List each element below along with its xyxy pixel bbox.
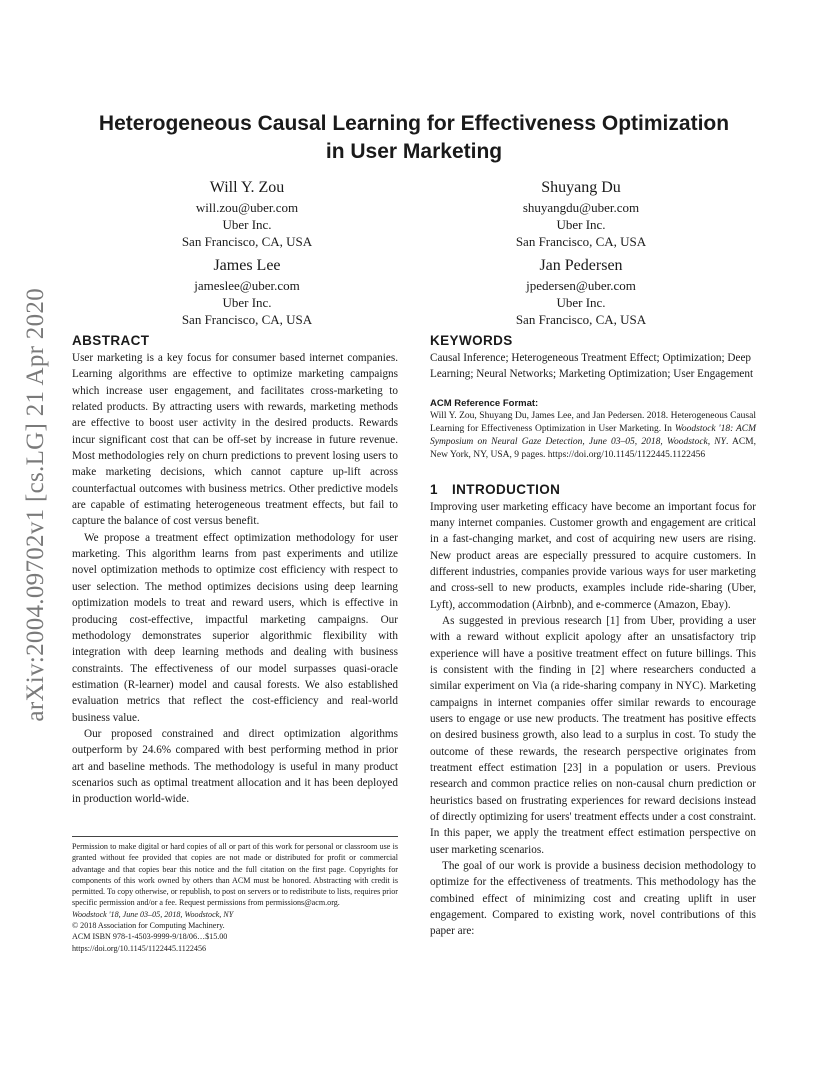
section-title: INTRODUCTION [452, 481, 561, 497]
intro-paragraph: As suggested in previous research [1] from Uber, providing a user with a reward without explicit apology after an unsatisfactory trip experience will have a positive treatment effect on future billings. This is consistent with the finding in [2] where researchers conducted a similar experiment on Via (a ride-sharing company in NYC). Marketing campaigns in internet companies offer similar rewards to encourage users to engage or use new products. The treatment has positive effects on desired business growth, also lead to a surplus in cost. To study the outcome of these rewards, the research perspective originates from treatment effect estimation [23] in a population or users. Previous research and common practice relies on non-causal churn prediction or heuristics based on frustrating experiences for reward decisions instead of directly optimizing for users' treatment effects under a cost constraint. In this paper, we apply the treatment effect estimation perspective on user marketing scenarios. [430, 614, 756, 856]
acm-reference-text [430, 410, 756, 463]
author-block-4 [461, 256, 701, 328]
author-org: Uber Inc. [556, 295, 606, 310]
author-name: Shuyang Du [541, 179, 621, 196]
permission-footnote [72, 836, 398, 954]
author-name: James Lee [213, 257, 281, 274]
doi-link[interactable]: https://doi.org/10.1145/1122445.1122456 [72, 943, 207, 953]
author-email: jpedersen@uber.com [526, 278, 636, 293]
left-column [72, 332, 398, 808]
intro-paragraph: The goal of our work is provide a business decision methodology to optimize for the effectiveness of treatments. This methodology has the combined effect of minimizing cost and creating uplift in user engagement. Compared to existing work, novel contributions of this paper are: [430, 860, 756, 938]
author-email: will.zou@uber.com [195, 200, 299, 215]
isbn-line: ACM ISBN 978-1-4503-9999-9/18/06…$15.00 [72, 932, 228, 942]
author-name: Jan Pedersen [539, 257, 623, 274]
title-line-1: Heterogeneous Causal Learning for Effectiveness Optimization [98, 112, 730, 135]
author-org: Uber Inc. [222, 217, 272, 232]
author-block-3 [127, 256, 367, 328]
author-email: shuyangdu@uber.com [522, 200, 640, 215]
author-location: San Francisco, CA, USA [181, 234, 313, 249]
abstract-paragraph: We propose a treatment effect optimization methodology for user marketing. This algorithm learns from past experiments and utilize novel optimization methods to optimize cost efficiency with respect to user selection. The method optimizes decisions using deep learning optimization models to treat and reward users, which is effective in producing cost-effective, impactful marketing campaigns. Our methodology demonstrates superior algorithmic flexibility with integration with deep learning methods and dealing with business constraints. The effectiveness of our model surpasses quasi-oracle estimation (R-learner) model and causal forests. We also established evaluation metrics that reflect the cost-efficiency and real-world business value. [72, 531, 398, 724]
acm-reference-heading: ACM Reference Format: [430, 397, 539, 409]
arxiv-identifier: arXiv:2004.09702v1 [cs.LG] 21 Apr 2020 [22, 288, 49, 722]
author-email: jameslee@uber.com [194, 278, 300, 293]
acm-reference-publisher: . ACM, New York, NY, USA, 9 pages. https://doi.org/10.1145/1122445.1122456 [430, 437, 756, 461]
acm-reference-venue: Woodstock '18: ACM Symposium on Neural Gaze Detection, June 03–05, 2018, Woodstock, NY [430, 423, 757, 448]
author-block-1 [127, 178, 367, 250]
author-org: Uber Inc. [222, 295, 272, 310]
right-column [430, 332, 756, 940]
keywords-heading: KEYWORDS [430, 333, 513, 348]
author-location: San Francisco, CA, USA [515, 234, 647, 249]
copyright-line: © 2018 Association for Computing Machinery. [72, 921, 225, 931]
author-org: Uber Inc. [556, 217, 606, 232]
acm-reference-authors: Will Y. Zou, Shuyang Du, James Lee, and Jan Pedersen. 2018. Heterogeneous Causal Learning for Effectiveness Optimization in User Marketing. In [430, 410, 756, 434]
introduction-heading [430, 481, 756, 499]
author-block-2 [461, 178, 701, 250]
abstract-paragraph: Our proposed constrained and direct optimization algorithms outperform by 24.6% compared with best performing method in prior art and baseline methods. The methodology is useful in many product scenarios such as optimal treatment allocation and it has been deployed in production world-wide. [72, 727, 398, 806]
title-line-2: in User Marketing [325, 140, 503, 163]
author-location: San Francisco, CA, USA [181, 312, 313, 327]
paper-title [60, 110, 768, 166]
permission-text: Permission to make digital or hard copies of all or part of this work for personal or classroom use is granted without fee provided that copies are not made or distributed for profit or commercial advantage and that copies bear this notice and the full citation on the first page. Copyrights for components of this work owned by others than ACM must be honored. Abstracting with credit is permitted. To copy otherwise, or republish, to post on servers or to redistribute to lists, requires prior specific permission and/or a fee. Request permissions from permissions@acm.org. [72, 842, 398, 908]
section-number: 1 [430, 481, 438, 497]
abstract-paragraph: User marketing is a key focus for consumer based internet companies. Learning algorithms are effective to optimize marketing campaigns which increase user engagement, and facilitates cross-marketing to related products. By attracting users with rewards, marketing methods are effective to boost user activity in the desired products. Rewards incur significant cost that can be off-set by increase in future revenue. Most methodologies rely on churn predictions to prevent losing users to make marketing decisions, which cannot capture up-lift across counterfactual outcomes with business metrics. Other predictive models are capable of estimating heterogeneous treatment effects, but fail to capture the balance of cost versus benefit. [72, 352, 398, 528]
author-location: San Francisco, CA, USA [515, 312, 647, 327]
keywords-text: Causal Inference; Heterogeneous Treatment Effect; Optimization; Deep Learning; Neural Networks; Marketing Optimization; User Engagement [430, 352, 754, 381]
abstract-heading: ABSTRACT [72, 333, 150, 348]
author-name: Will Y. Zou [209, 179, 285, 196]
intro-paragraph: Improving user marketing efficacy have become an important focus for many internet companies. Customer growth and engagement are critical in a fast-changing market, and cost of acquiring new users are rising. New product areas are especially pressured to acquire customers. In different industries, companies provide various ways for user marketing and cross-sell to new products, examples include ride-sharing (Uber, Lyft), accommodation (Airbnb), and e-commerce (Amazon, Ebay). [430, 500, 756, 611]
venue-line: Woodstock '18, June 03–05, 2018, Woodstock, NY [72, 909, 234, 919]
